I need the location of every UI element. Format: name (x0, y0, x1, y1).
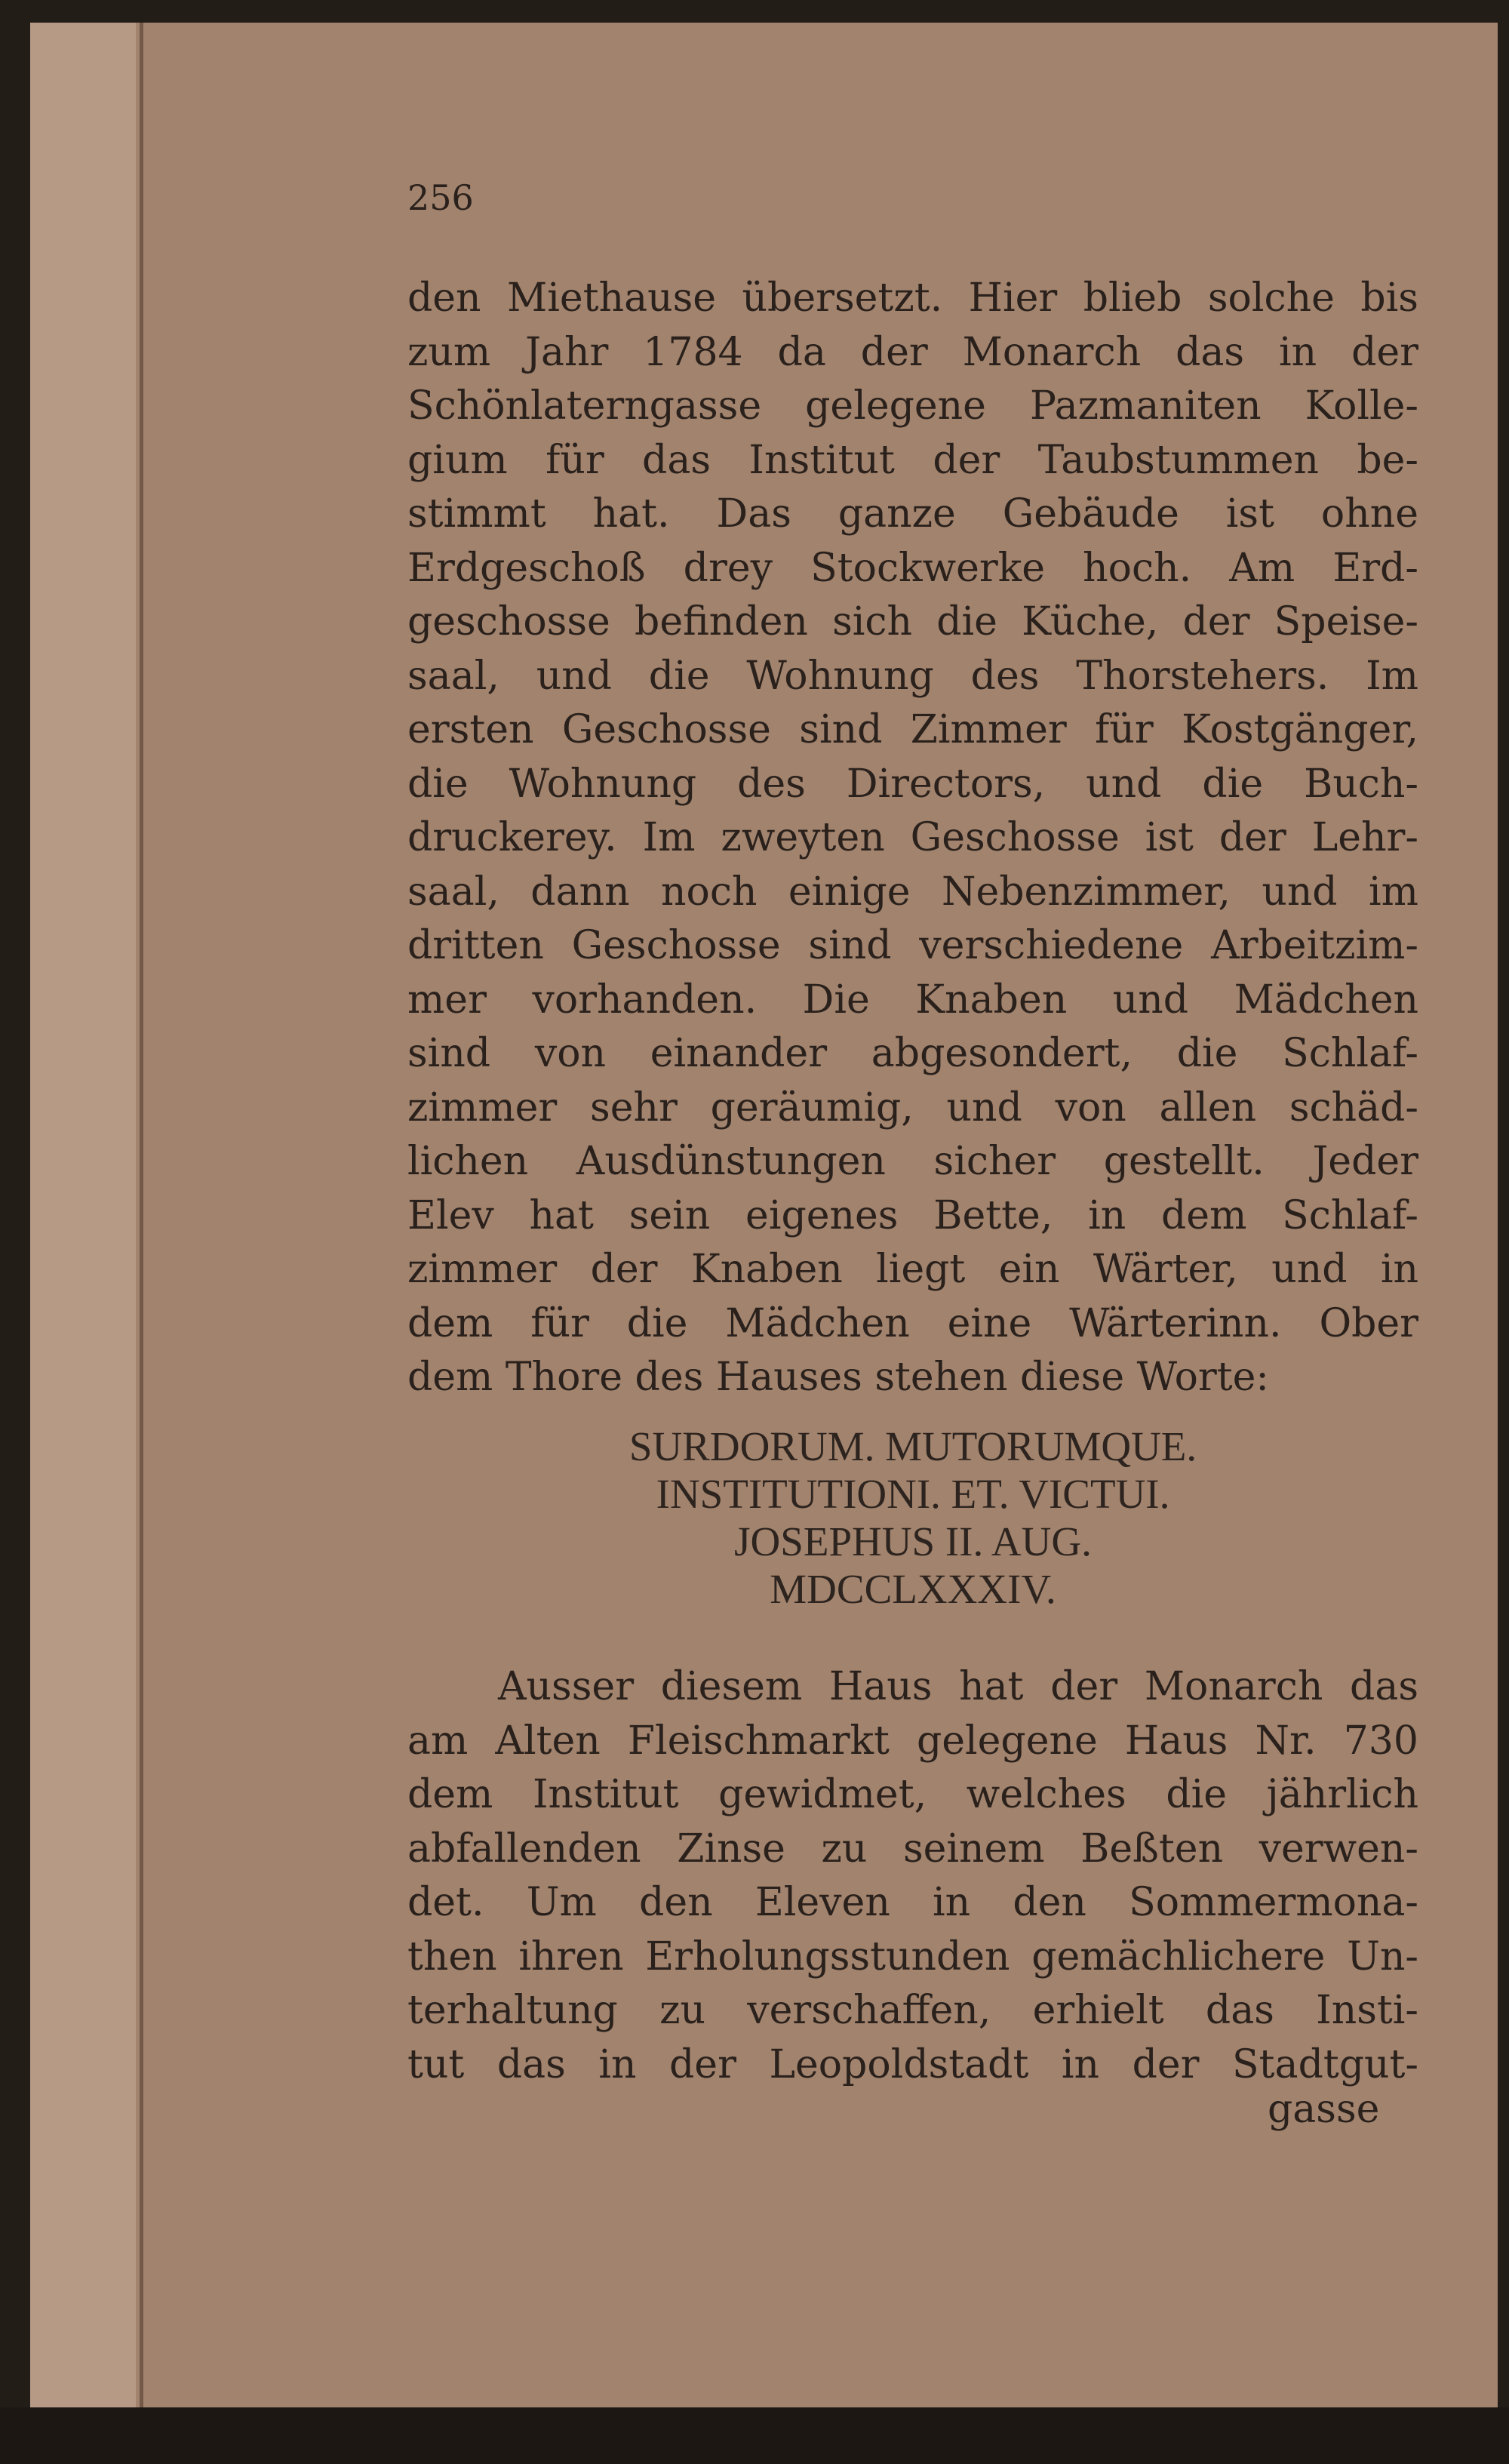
text-line: Schönlaterngasse gelegene Pazmaniten Kolle- (407, 383, 1418, 429)
text-line: zimmer der Knaben liegt ein Wärter, und in (407, 1247, 1418, 1292)
body-paragraph (407, 272, 1418, 1405)
text-line: saal, und die Wohnung des Thorstehers. Im (407, 653, 1418, 699)
text-line: Erdgeschoß drey Stockwerke hoch. Am Erd- (407, 545, 1418, 591)
text-line: lichen Ausdünstungen sicher gestellt. Jeder (407, 1139, 1418, 1184)
text-line: sind von einander abgesondert, die Schlaf- (407, 1031, 1418, 1076)
catchword: gasse (1268, 2087, 1380, 2132)
text-line: gium für das Institut der Taubstummen be- (407, 437, 1418, 483)
second-paragraph (407, 1660, 1418, 2092)
text-line: terhaltung zu verschaffen, erhielt das Insti- (407, 1988, 1418, 2033)
book-page (30, 23, 1498, 2407)
text-line: saal, dann noch einige Nebenzimmer, und im (407, 869, 1418, 915)
text-line: stimmt hat. Das ganze Gebäude ist ohne (407, 491, 1418, 537)
text-line: abfallenden Zinse zu seinem Beßten verwen- (407, 1826, 1418, 1872)
text-line: zimmer sehr geräumig, und von allen schäd- (407, 1084, 1418, 1130)
text-line: then ihren Erholungsstunden gemächlichere Un- (407, 1933, 1418, 1980)
inscription-line: MDCCLXXXIV. (770, 1566, 1056, 1612)
gutter-edge (140, 23, 143, 2407)
inscription-line: INSTITUTIONI. ET. VICTUI. (656, 1471, 1170, 1517)
inscription-line: JOSEPHUS II. AUG. (734, 1518, 1092, 1564)
text-line: mer vorhanden. Die Knaben und Mädchen (407, 977, 1418, 1023)
text-line: Ausser diesem Haus hat der Monarch das (498, 1664, 1418, 1709)
text-line: zum Jahr 1784 da der Monarch das in der (407, 329, 1418, 375)
text-line: dritten Geschosse sind verschiedene Arbeitzim- (407, 923, 1418, 968)
text-line: geschosse befinden sich die Küche, der Speise- (407, 599, 1418, 644)
text-line: Elev hat sein eigenes Bette, in dem Schlaf- (407, 1192, 1418, 1238)
text-line: dem für die Mädchen eine Wärterinn. Ober (407, 1300, 1418, 1346)
text-line: druckerey. Im zweyten Geschosse ist der Lehr- (407, 815, 1418, 860)
text-line: dem Institut gewidmet, welches die jährlich (407, 1772, 1418, 1817)
text-line: tut das in der Leopoldstadt in der Stadtgut- (407, 2041, 1418, 2087)
text-line: die Wohnung des Directors, und die Buch- (407, 761, 1418, 807)
text-line: den Miethause übersetzt. Hier blieb solche bis (407, 275, 1418, 321)
page-number: 256 (407, 177, 474, 218)
text-line: det. Um den Eleven in den Sommermona- (407, 1880, 1418, 1925)
page-gutter (30, 23, 136, 2407)
text-line: am Alten Fleischmarkt gelegene Haus Nr. 730 (407, 1718, 1418, 1764)
text-line: dem Thore des Hauses stehen diese Worte: (407, 1355, 1269, 1400)
inscription-line: SURDORUM. MUTORUMQUE. (628, 1423, 1197, 1469)
text-line: ersten Geschosse sind Zimmer für Kostgänger, (407, 707, 1418, 752)
scan-background (0, 2407, 1509, 2464)
latin-inscription (407, 1423, 1418, 1613)
